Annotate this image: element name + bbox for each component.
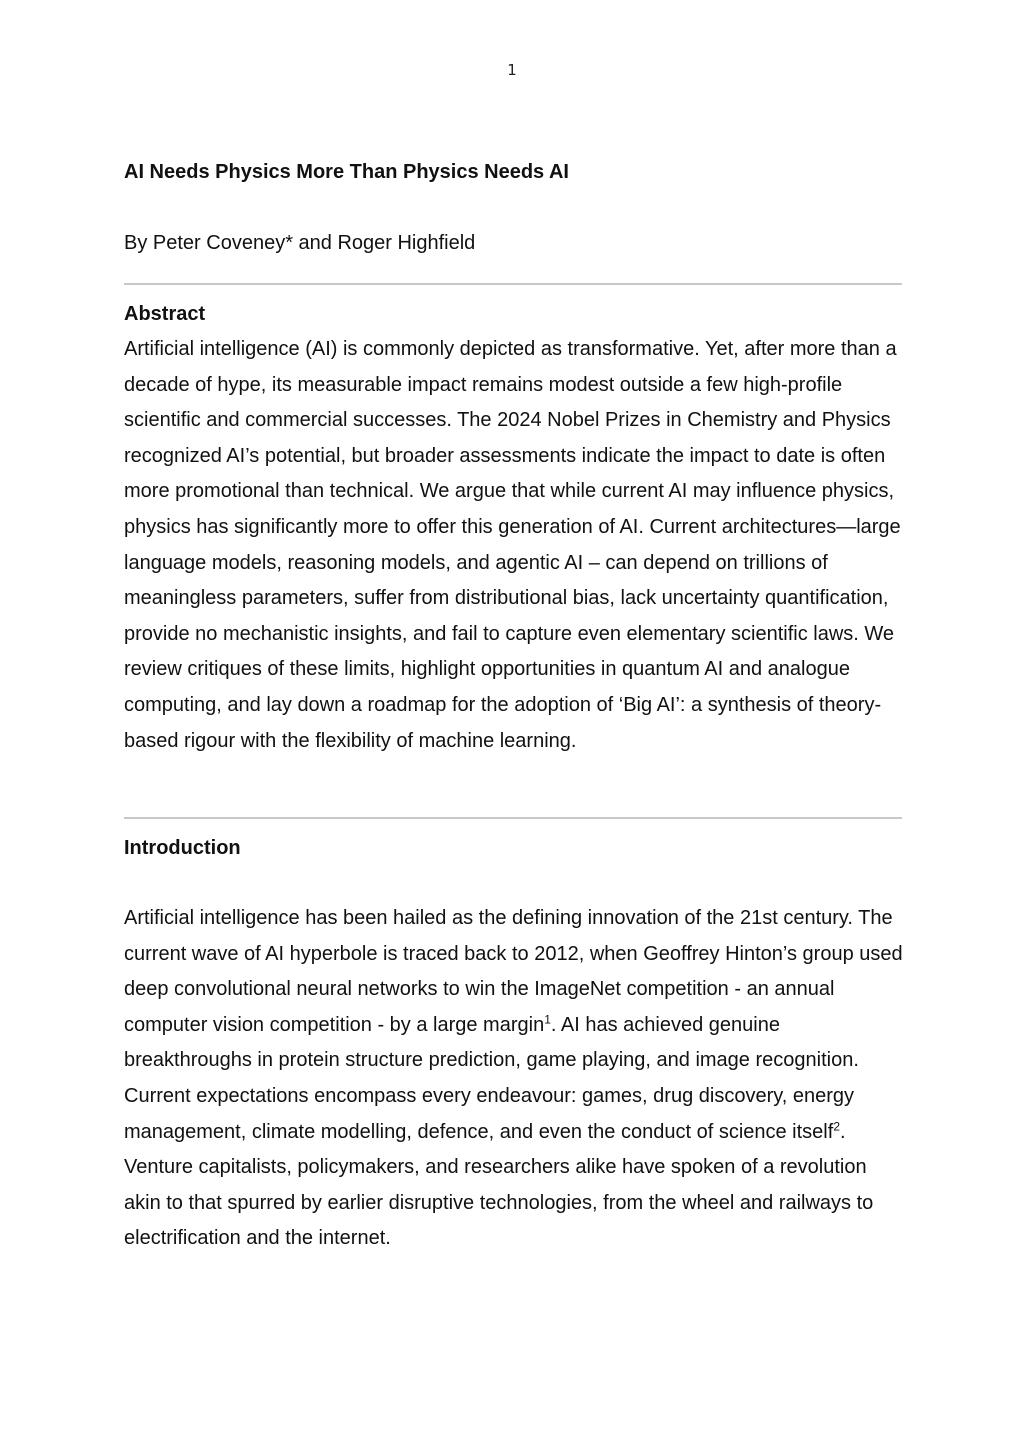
footnote-reference[interactable]: 1 (544, 1012, 551, 1027)
introduction-paragraph (124, 901, 904, 1257)
paper-title: AI Needs Physics More Than Physics Needs AI (124, 161, 569, 183)
introduction-text: . Venture capitalists, policymakers, and researchers alike have spoken of a revolution akin to that spurred by earlier disruptive technologies, from the wheel and railways to electrification and the internet. (124, 1120, 874, 1250)
page-number: 1 (507, 61, 517, 79)
introduction-text: . AI has achieved genuine breakthroughs in protein structure prediction, game playing, and image recognition. Current expectations encompass every endeavour: games, drug discovery, energy management, climate modelling, defence, and even the conduct of science itself (124, 1013, 859, 1143)
abstract-heading: Abstract (124, 303, 206, 325)
footnote-reference[interactable]: 2 (833, 1118, 840, 1133)
introduction-heading: Introduction (124, 837, 241, 859)
introduction-text: Artificial intelligence has been hailed as the defining innovation of the 21st century. The current wave of AI hyperbole is traced back to 2012, when Geoffrey Hinton’s group used deep convolutional neural networks to win the ImageNet competition - an annual computer vision competition - by a large margin (124, 907, 903, 1036)
abstract-paragraph: Artificial intelligence (AI) is commonly depicted as transformative. Yet, after more than a decade of hype, its measurable impact remains modest outside a few high-profile scientific and commercial successes. The 2024 Nobel Prizes in Chemistry and Physics recognized AI’s potential, but broader assessments indicate the impact to date is often more promotional than technical. We argue that while current AI may influence physics, physics has significantly more to offer this generation of AI. Current architectures—large language models, reasoning models, and agentic AI – can depend on trillions of meaningless parameters, suffer from distributional bias, lack uncertainty quantification, provide no mechanistic insights, and fail to capture even elementary scientific laws. We review critiques of these limits, highlight opportunities in quantum AI and analogue computing, and lay down a roadmap for the adoption of ‘Big AI’: a synthesis of theory-based rigour with the flexibility of machine learning. (124, 338, 901, 752)
author-line: By Peter Coveney* and Roger Highfield (124, 232, 476, 254)
section-divider (124, 817, 902, 819)
section-divider (124, 283, 902, 285)
